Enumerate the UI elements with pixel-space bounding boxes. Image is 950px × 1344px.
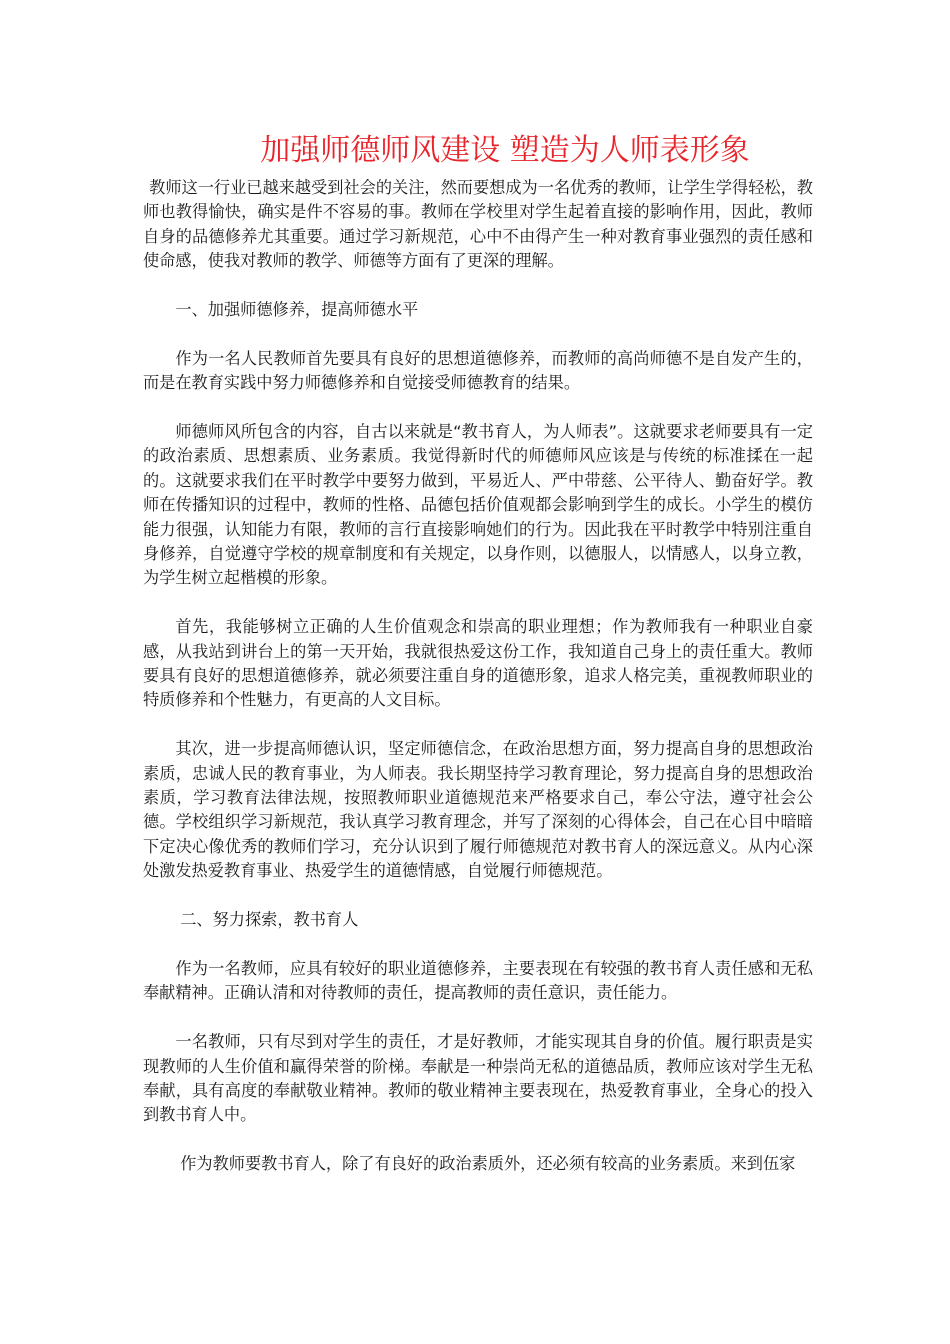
section-1-paragraph-3: 首先，我能够树立正确的人生价值观念和崇高的职业理想；作为教师我有一种职业自豪感，从我站到讲台上的第一天开始，我就很热爱这份工作，我知道自己身上的责任重大。教师要具有良好的思想道德修养，就必须要注重自身的道德形象，追求人格完美，重视教师职业的特质修养和个性魅力，有更高的人文目标。 [143, 617, 813, 710]
section-2-paragraph-3: 作为教师要教书育人，除了有良好的政治素质外，还必须有较高的业务素质。来到伍家 [180, 1154, 796, 1174]
intro-paragraph: 教师这一行业已越来越受到社会的关注，然而要想成为一名优秀的教师，让学生学得轻松，教师也教得愉快，确实是件不容易的事。教师在学校里对学生起着直接的影响作用，因此，教师自身的品德修养尤其重要。通过学习新规范，心中不由得产生一种对教育事业强烈的责任感和使命感，使我对教师的教学、师德等方面有了更深的理解。 [143, 178, 813, 271]
section-1-paragraph-2: 师德师风所包含的内容，自古以来就是“教书育人，为人师表”。这就要求老师要具有一定的政治素质、思想素质、业务素质。我觉得新时代的师德师风应该是与传统的标准揉在一起的。这就要求我们在平时教学中要努力做到，平易近人、严中带慈、公平待人、勤奋好学。教师在传播知识的过程中，教师的性格、品德包括价值观都会影响到学生的成长。小学生的模仿能力很强，认知能力有限，教师的言行直接影响她们的行为。因此我在平时教学中特别注重自身修养，自觉遵守学校的规章制度和有关规定，以身作则，以德服人，以情感人，以身立教，为学生树立起楷模的形象。 [143, 422, 813, 588]
section-2-heading: 二、努力探索，教书育人 [180, 910, 359, 930]
document-title: 加强师德师风建设 塑造为人师表形象 [260, 133, 750, 168]
section-2-paragraph-2: 一名教师，只有尽到对学生的责任，才是好教师，才能实现其自身的价值。履行职责是实现教师的人生价值和赢得荣誉的阶梯。奉献是一种崇尚无私的道德品质，教师应该对学生无私奉献，具有高度的奉献敬业精神。教师的敬业精神主要表现在，热爱教育事业，全身心的投入到教书育人中。 [143, 1032, 813, 1125]
section-2-paragraph-1: 作为一名教师，应具有较好的职业道德修养，主要表现在有较强的教书育人责任感和无私奉献精神。正确认清和对待教师的责任，提高教师的责任意识，责任能力。 [143, 958, 813, 1003]
document-body [143, 176, 813, 1201]
section-1-heading: 一、加强师德修养，提高师德水平 [175, 300, 419, 320]
section-1-paragraph-1: 作为一名人民教师首先要具有良好的思想道德修养，而教师的高尚师德不是自发产生的，而是在教育实践中努力师德修养和自觉接受师德教育的结果。 [143, 348, 813, 393]
section-1-paragraph-4: 其次，进一步提高师德认识，坚定师德信念，在政治思想方面，努力提高自身的思想政治素质，忠诚人民的教育事业，为人师表。我长期坚持学习教育理论，努力提高自身的思想政治素质，学习教育法律法规，按照教师职业道德规范来严格要求自己，奉公守法，遵守社会公德。学校组织学习新规范，我认真学习教育理念，并写了深刻的心得体会，自己在心目中暗暗下定决心像优秀的教师们学习，充分认识到了履行师德规范对教书育人的深远意义。从内心深处激发热爱教育事业、热爱学生的道德情感，自觉履行师德规范。 [143, 739, 813, 881]
